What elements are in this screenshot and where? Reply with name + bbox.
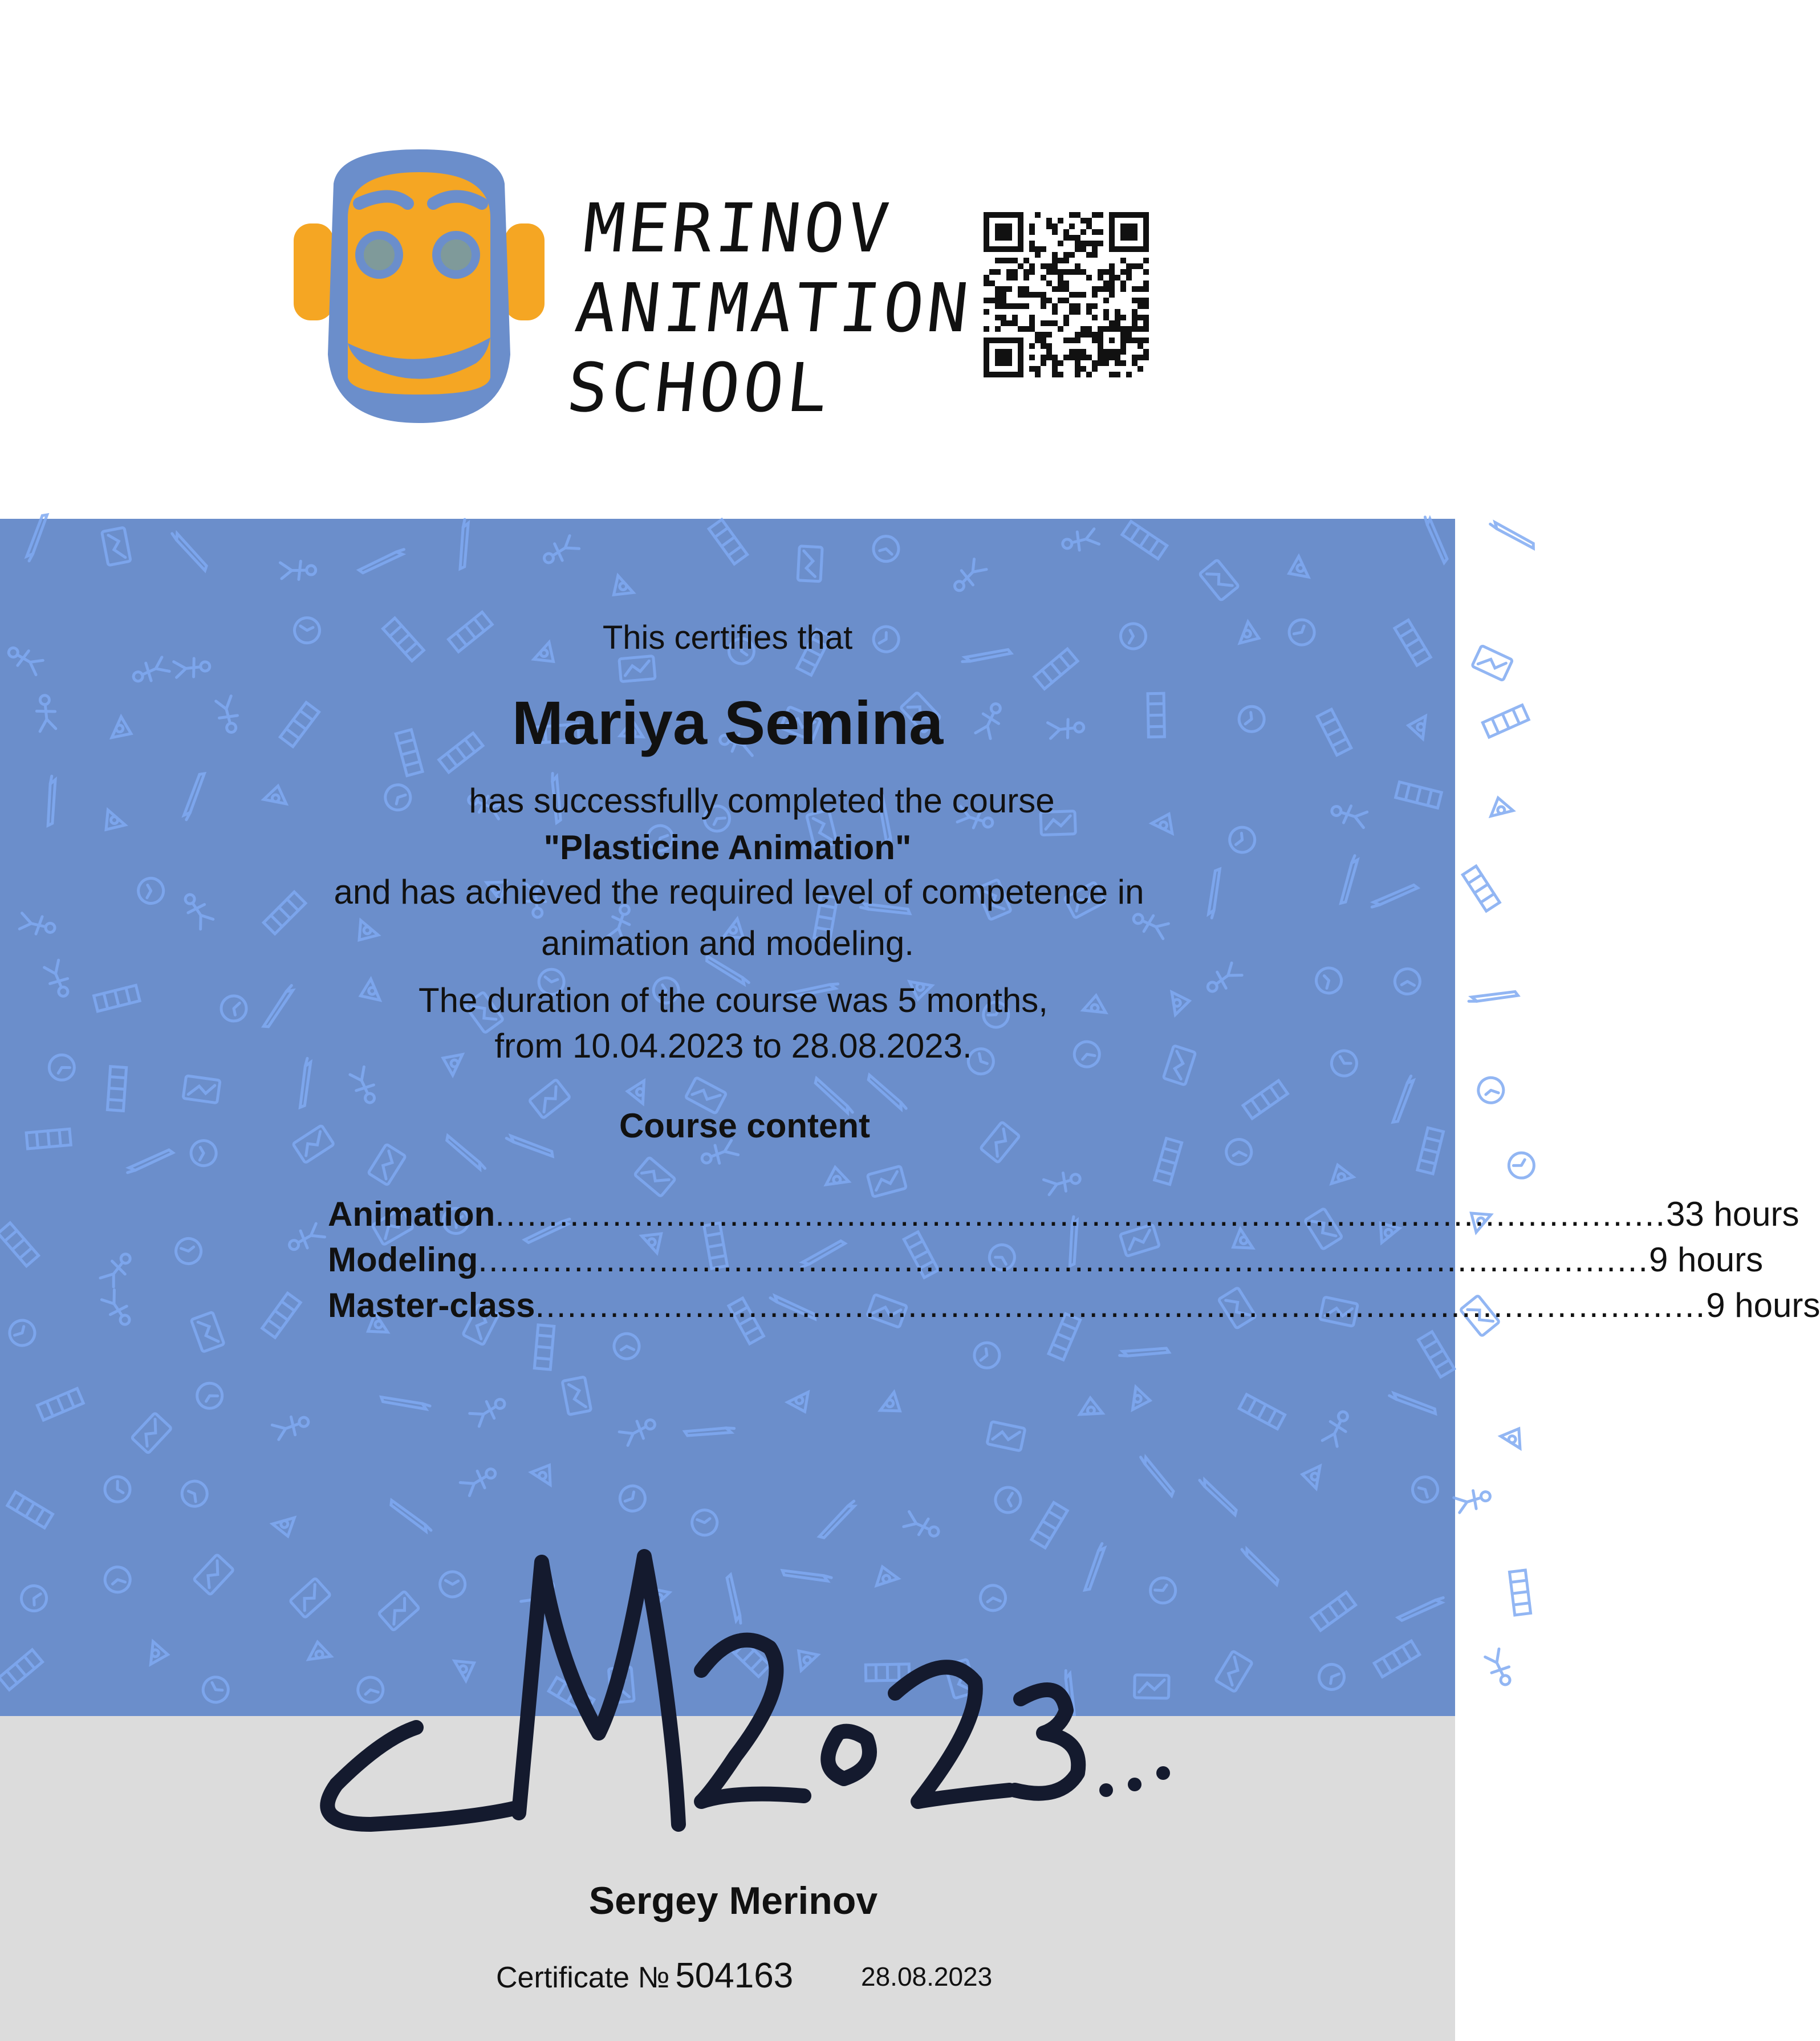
course-name: "Plasticine Animation" xyxy=(543,828,912,867)
competence-text: and has achieved the required level of competence in xyxy=(334,873,1144,911)
certifies-text: This certifies that xyxy=(602,619,853,656)
certificate-number xyxy=(496,1955,793,1996)
mascot-face-logo xyxy=(294,149,545,423)
logo-line-animation: ANIMATION xyxy=(571,269,976,347)
content-item-name: Master-class xyxy=(328,1286,535,1324)
course-content-heading: Course content xyxy=(619,1107,871,1145)
content-item-hours: 9 hours xyxy=(1649,1241,1764,1279)
content-item-name: Modeling xyxy=(328,1241,478,1279)
certificate-header xyxy=(0,0,1455,519)
content-item-hours: 33 hours xyxy=(1666,1195,1799,1233)
dot-leader: .............................................................................................................. xyxy=(495,1195,1667,1233)
list-item xyxy=(328,1194,1799,1240)
duration-text: The duration of the course was 5 months, xyxy=(419,981,1048,1019)
recipient-name: Mariya Semina xyxy=(511,688,944,757)
dot-leader: .............................................................................................................. xyxy=(478,1241,1649,1279)
handwritten-signature xyxy=(302,1539,1214,1904)
certificate-label: Certificate № xyxy=(496,1961,670,1994)
school-logo-wordmark xyxy=(563,188,976,428)
certificate-number-value: 504163 xyxy=(675,1956,794,1995)
competence-areas-text: animation and modeling. xyxy=(541,924,914,962)
dot-leader: .............................................................................................................. xyxy=(535,1286,1707,1324)
completion-text: has successfully completed the course xyxy=(469,782,1055,820)
date-range-text: from 10.04.2023 to 28.08.2023. xyxy=(494,1027,972,1065)
logo-line-merinov: MERINOV xyxy=(580,189,896,267)
list-item xyxy=(328,1286,1820,1331)
qr-code xyxy=(984,212,1149,377)
issue-date: 28.08.2023 xyxy=(861,1962,993,1991)
list-item xyxy=(328,1240,1764,1286)
content-item-hours: 9 hours xyxy=(1706,1286,1820,1324)
course-content-list xyxy=(328,1194,1820,1331)
signer-name: Sergey Merinov xyxy=(588,1879,878,1922)
logo-line-school: SCHOOL xyxy=(563,348,835,427)
content-item-name: Animation xyxy=(328,1195,495,1233)
